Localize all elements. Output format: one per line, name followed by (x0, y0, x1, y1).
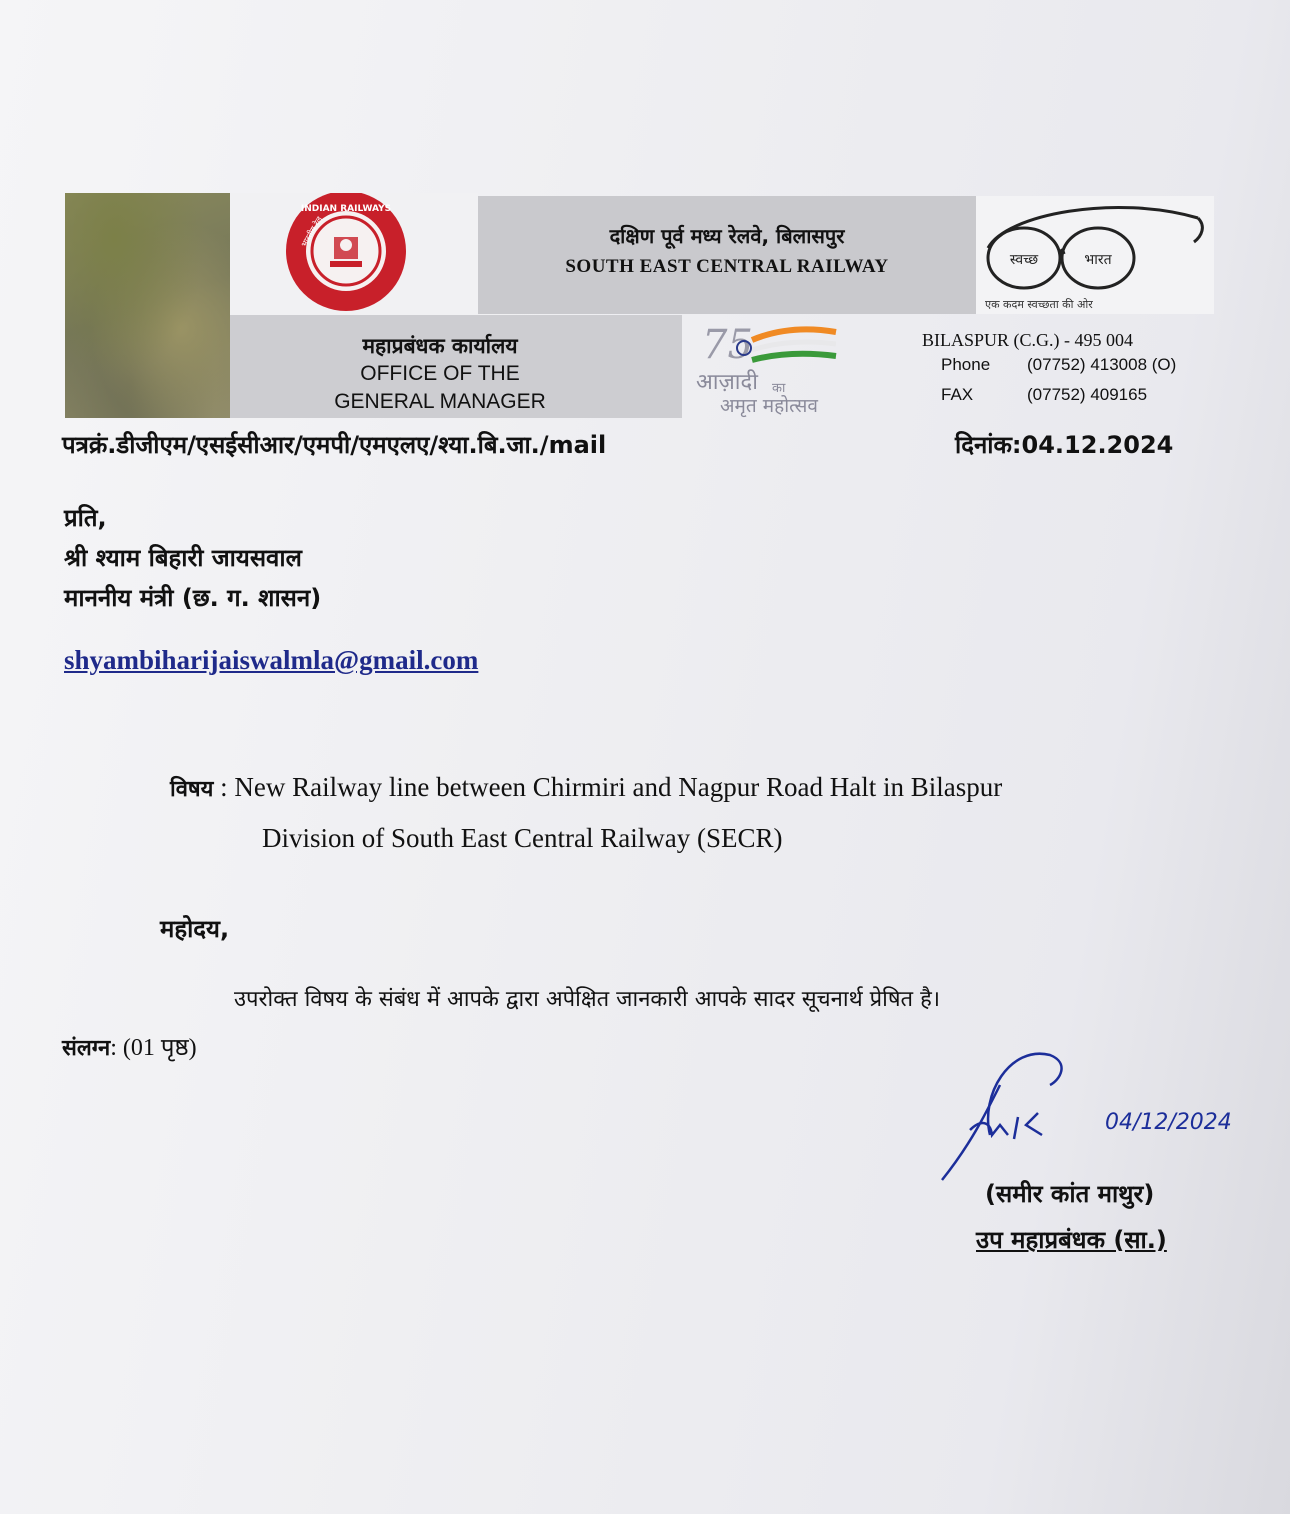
office-name-english-line2: GENERAL MANAGER (334, 390, 546, 413)
fax-label: FAX (941, 385, 974, 404)
handwritten-signature-icon (930, 1035, 1130, 1185)
indian-railways-emblem-icon (230, 193, 478, 315)
swachh-caption: एक कदम स्वच्छता की ओर (985, 298, 1093, 311)
subject-line2: Division of South East Central Railway (SECR) (262, 823, 783, 853)
signatory-designation: उप महाप्रबंधक (सा.) (976, 1226, 1167, 1254)
letter-reference: पत्रक्रं.डीजीएम/एसईसीआर/एमपी/एमएलए/श्या.बि.जा./mail (62, 431, 607, 459)
azadi-75-logo-icon (700, 318, 850, 368)
azadi-ka-text: का (772, 381, 786, 396)
office-name-hindi: महाप्रबंधक कार्यालय (362, 334, 518, 358)
office-address: BILASPUR (C.G.) - 495 004 (922, 330, 1134, 350)
recipient-title: माननीय मंत्री (छ. ग. शासन) (64, 584, 322, 612)
enclosure-line (62, 1030, 197, 1063)
svg-text:भारत: भारत (1084, 252, 1112, 268)
enclosure-value: : (01 पृष्ठ) (110, 1035, 197, 1061)
recipient-email-link[interactable]: shyambiharijaiswalmla@gmail.com (64, 645, 479, 675)
fax-value: (07752) 409165 (1027, 385, 1148, 404)
subject-label: विषय (170, 777, 214, 802)
svg-text:भारतीय रेल: भारतीय रेल (299, 215, 325, 249)
svg-text:स्वच्छ: स्वच्छ (1009, 252, 1039, 268)
signature-date: 04/12/2024 (1105, 1110, 1232, 1135)
railway-name-english: SOUTH EAST CENTRAL RAILWAY (565, 256, 889, 277)
header-texture-block (65, 193, 230, 418)
phone-line (941, 355, 1177, 375)
salutation: महोदय, (160, 915, 230, 943)
office-name-english-line1: OFFICE OF THE (360, 362, 520, 385)
fax-line (941, 385, 1148, 405)
letter-body: उपरोक्त विषय के संबंध में आपके द्वारा अपेक्षित जानकारी आपके सादर सूचनार्थ प्रेषित है। (234, 987, 941, 1012)
to-label: प्रति, (64, 504, 107, 532)
railway-name-band (478, 196, 976, 314)
railway-name-hindi: दक्षिण पूर्व मध्य रेलवे, बिलासपुर (609, 224, 845, 248)
subject-line1: : New Railway line between Chirmiri and Nagpur Road Halt in Bilaspur (213, 772, 1003, 802)
svg-text:75: 75 (702, 322, 753, 368)
signatory-name: (समीर कांत माथुर) (985, 1180, 1155, 1208)
emblem-area (230, 193, 478, 315)
svg-text:INDIAN RAILWAYS: INDIAN RAILWAYS (300, 204, 392, 214)
azadi-text: आज़ादी (696, 370, 758, 395)
recipient-name: श्री श्याम बिहारी जायसवाल (64, 544, 302, 572)
amrit-mahotsav-text: अमृत महोत्सव (720, 395, 818, 417)
phone-label: Phone (941, 355, 991, 374)
recipient-block (64, 498, 321, 618)
subject-block (170, 763, 1210, 863)
enclosure-label: संलग्न (62, 1036, 111, 1061)
letter-date: दिनांक:04.12.2024 (955, 431, 1174, 459)
phone-value: (07752) 413008 (O) (1027, 355, 1177, 374)
